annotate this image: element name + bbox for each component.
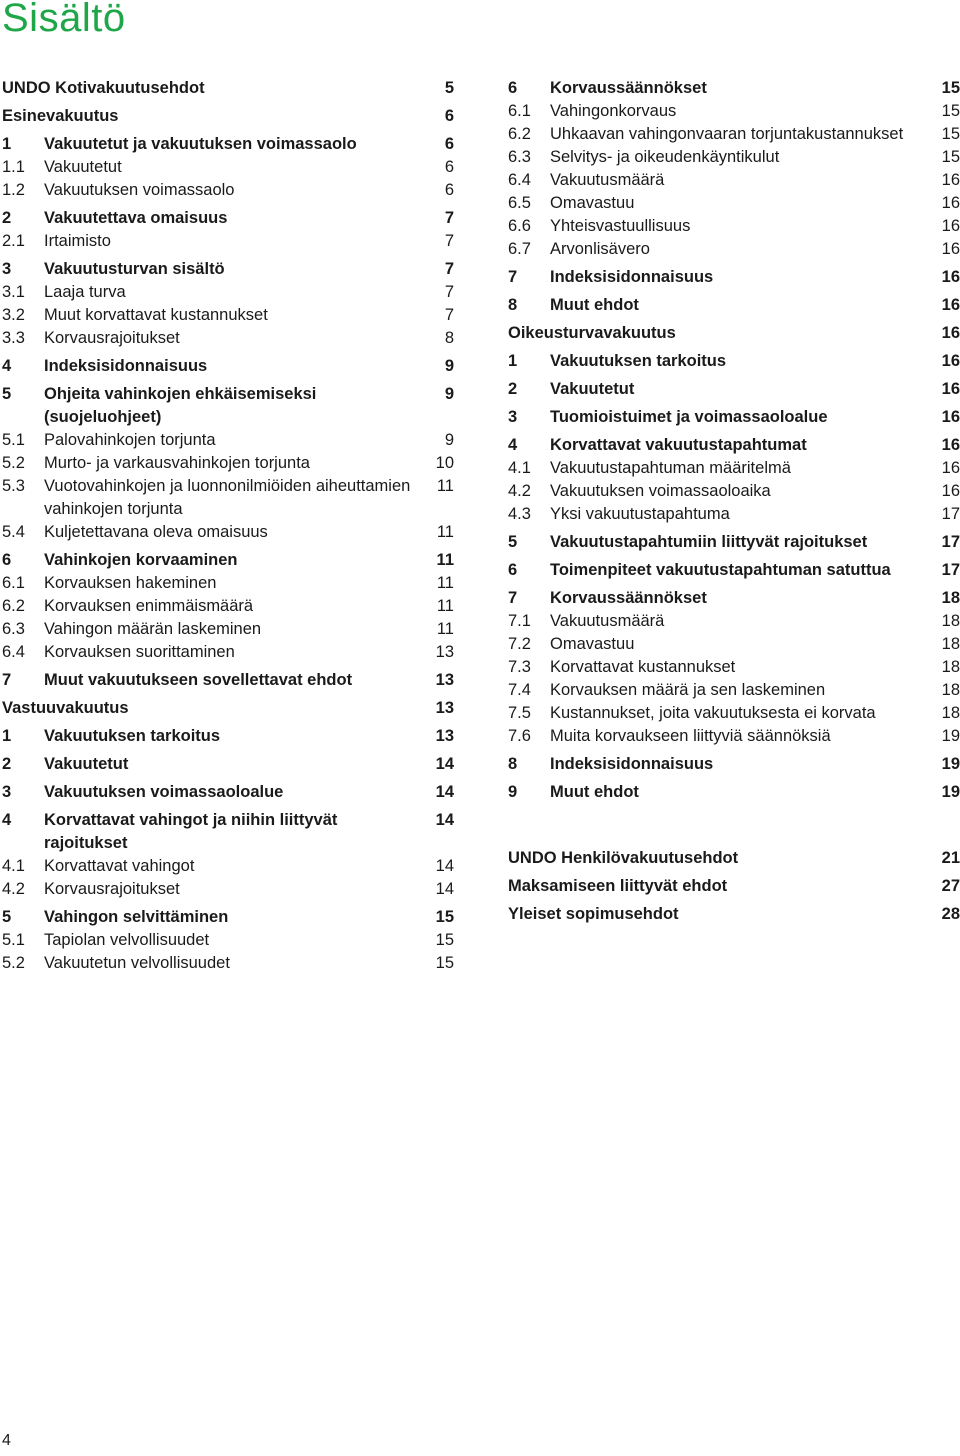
toc-entry-page: 14 (435, 755, 454, 773)
toc-entry-label: Vakuutetut ja vakuutuksen voimassaolo (44, 135, 357, 153)
toc-entry-page: 16 (941, 482, 960, 500)
toc-entry-label: Korvattavat kustannukset (550, 658, 736, 676)
toc-entry[interactable] (508, 656, 960, 679)
toc-entry-number: 7.3 (508, 658, 531, 676)
toc-entry[interactable] (2, 952, 454, 975)
toc-entry-label: Arvonlisävero (550, 240, 650, 258)
toc-entry-page: 18 (941, 612, 960, 630)
toc-entry-label: Korvauksen hakeminen (44, 574, 217, 592)
toc-entry[interactable] (508, 702, 960, 725)
toc-entry[interactable] (2, 595, 454, 618)
toc-entry-label: Vakuutusmäärä (550, 171, 665, 189)
toc-entry[interactable] (2, 929, 454, 952)
toc-entry-number: 6.1 (2, 574, 25, 592)
toc-entry[interactable] (2, 105, 454, 128)
toc-entry[interactable] (508, 781, 960, 804)
toc-entry-number: 6.3 (2, 620, 25, 638)
toc-entry-page: 6 (444, 107, 454, 125)
toc-entry[interactable] (508, 610, 960, 633)
toc-entry-page: 16 (941, 459, 960, 477)
toc-entry[interactable] (508, 192, 960, 215)
toc-entry-page: 9 (444, 357, 454, 375)
toc-entry[interactable] (2, 179, 454, 202)
toc-entry-number: 6.6 (508, 217, 531, 235)
toc-entry-label: Vakuutuksen voimassaoloalue (44, 783, 284, 801)
toc-entry-page: 13 (435, 671, 454, 689)
toc-entry-label: Vakuutettava omaisuus (44, 209, 228, 227)
toc-entry[interactable] (2, 429, 454, 452)
toc-entry[interactable] (2, 572, 454, 595)
toc-entry-label: Kuljetettavana oleva omaisuus (44, 523, 268, 541)
toc-entry-number: 5 (2, 908, 12, 926)
toc-entry-number: 5.2 (2, 454, 25, 472)
toc-entry-number: 8 (508, 755, 518, 773)
toc-entry[interactable] (2, 304, 454, 327)
toc-entry-label: Maksamiseen liittyvät ehdot (508, 877, 728, 895)
toc-entry-page: 14 (435, 880, 454, 898)
toc-entry-page: 16 (941, 296, 960, 314)
toc-entry-page: 9 (444, 431, 454, 449)
toc-entry[interactable] (2, 697, 454, 720)
toc-entry-label: Vakuutetun velvollisuudet (44, 954, 230, 972)
toc-entry[interactable] (508, 559, 960, 582)
toc-entry-page: 16 (941, 352, 960, 370)
toc-entry-label: Vakuutustapahtuman määritelmä (550, 459, 791, 477)
toc-entry[interactable] (508, 238, 960, 261)
toc-entry[interactable] (508, 406, 960, 429)
toc-entry-label: Uhkaavan vahingonvaaran torjuntakustannukset (550, 125, 904, 143)
toc-entry-label: Indeksisidonnaisuus (550, 268, 714, 286)
toc-entry-label: Korvattavat vahingot (44, 857, 195, 875)
toc-entry-page: 6 (444, 181, 454, 199)
toc-entry-number: 6.7 (508, 240, 531, 258)
toc-entry-number: 4.2 (508, 482, 531, 500)
toc-entry-page: 16 (941, 268, 960, 286)
toc-entry-number: 7.1 (508, 612, 531, 630)
toc-entry[interactable] (2, 855, 454, 878)
toc-entry-label: Oikeusturvavakuutus (508, 324, 676, 342)
toc-entry-number: 2 (508, 380, 518, 398)
toc-entry[interactable] (2, 133, 454, 156)
toc-entry-label: Muut ehdot (550, 296, 639, 314)
toc-entry[interactable] (508, 100, 960, 123)
toc-entry-number: 2 (2, 755, 12, 773)
toc-entry-page: 15 (941, 148, 960, 166)
toc-entry-number: 7.4 (508, 681, 531, 699)
toc-entry-number: 7 (2, 671, 12, 689)
toc-entry-number: 5 (2, 385, 12, 403)
toc-entry-label: Korvausrajoitukset (44, 329, 180, 347)
toc-entry-page: 15 (435, 908, 454, 926)
toc-entry-page: 8 (444, 329, 454, 347)
toc-entry-label: Esinevakuutus (2, 107, 119, 125)
toc-entry-number: 4.2 (2, 880, 25, 898)
toc-entry-page: 14 (435, 857, 454, 875)
toc-entry-page: 7 (444, 209, 454, 227)
toc-entry[interactable] (2, 258, 454, 281)
toc-entry-page: 16 (941, 171, 960, 189)
toc-entry-label: Selvitys- ja oikeudenkäyntikulut (550, 148, 780, 166)
toc-entry-label: Vahinkojen korvaaminen (44, 551, 238, 569)
toc-entry-label: Korvattavat vakuutustapahtumat (550, 436, 807, 454)
toc-entry[interactable] (508, 378, 960, 401)
toc-entry[interactable] (508, 587, 960, 610)
toc-entry-page: 16 (941, 240, 960, 258)
toc-entry-label: Tuomioistuimet ja voimassaoloalue (550, 408, 828, 426)
toc-entry-page: 16 (941, 194, 960, 212)
toc-entry-label: Yksi vakuutustapahtuma (550, 505, 730, 523)
toc-entry[interactable] (2, 355, 454, 378)
toc-entry[interactable] (2, 669, 454, 692)
toc-right-column (508, 72, 960, 926)
toc-entry-page: 28 (941, 905, 960, 923)
toc-entry-number: 6.1 (508, 102, 531, 120)
toc-entry-page: 13 (435, 699, 454, 717)
toc-entry[interactable] (508, 875, 960, 898)
toc-entry-page: 7 (444, 232, 454, 250)
toc-entry-label: Ohjeita vahinkojen ehkäisemiseksi (suojeluohjeet) (44, 385, 317, 426)
toc-entry-page: 21 (941, 849, 960, 867)
toc-entry-number: 3.3 (2, 329, 25, 347)
toc-entry-number: 7 (508, 268, 518, 286)
toc-entry[interactable] (2, 725, 454, 748)
toc-entry[interactable] (2, 549, 454, 572)
toc-entry[interactable] (2, 618, 454, 641)
toc-entry-page: 17 (941, 533, 960, 551)
toc-entry-label: Indeksisidonnaisuus (44, 357, 208, 375)
toc-entry-number: 4 (508, 436, 518, 454)
toc-entry-label: Vakuutuksen tarkoitus (550, 352, 727, 370)
toc-entry[interactable] (2, 781, 454, 804)
toc-entry-number: 4.1 (2, 857, 25, 875)
toc-entry[interactable] (508, 633, 960, 656)
toc-entry-number: 3.2 (2, 306, 25, 324)
toc-entry-label: Muut korvattavat kustannukset (44, 306, 268, 324)
toc-entry[interactable] (2, 878, 454, 901)
toc-entry-page: 13 (435, 727, 454, 745)
toc-entry-page: 15 (941, 79, 960, 97)
toc-entry-label: UNDO Kotivakuutusehdot (2, 79, 205, 97)
toc-entry[interactable] (2, 906, 454, 929)
toc-entry[interactable] (2, 521, 454, 544)
toc-entry-number: 5.1 (2, 431, 25, 449)
toc-entry-page: 15 (435, 931, 454, 949)
toc-entry-number: 1 (2, 135, 12, 153)
toc-entry-number: 5.3 (2, 477, 25, 495)
toc-entry-label: Palovahinkojen torjunta (44, 431, 216, 449)
toc-entry-number: 4 (2, 811, 12, 829)
toc-entry-number: 2.1 (2, 232, 25, 250)
toc-entry[interactable] (2, 809, 454, 855)
toc-entry-label: Korvausrajoitukset (44, 880, 180, 898)
toc-entry-number: 7.5 (508, 704, 531, 722)
toc-entry[interactable] (508, 903, 960, 926)
toc-entry-label: Vakuutusmäärä (550, 612, 665, 630)
toc-entry-number: 3 (508, 408, 518, 426)
toc-entry-label: Irtaimisto (44, 232, 111, 250)
toc-entry-page: 16 (941, 324, 960, 342)
toc-entry-page: 19 (941, 783, 960, 801)
toc-entry[interactable] (508, 847, 960, 870)
toc-entry-page: 6 (444, 158, 454, 176)
toc-entry[interactable] (508, 266, 960, 289)
toc-entry-label: Vuotovahinkojen ja luonnonilmiöiden aiheuttamien vahinkojen torjunta (44, 477, 411, 518)
toc-entry-page: 13 (435, 643, 454, 661)
toc-entry[interactable] (508, 753, 960, 776)
toc-entry-number: 7.2 (508, 635, 531, 653)
toc-entry[interactable] (508, 77, 960, 100)
toc-entry[interactable] (508, 679, 960, 702)
page-number: 4 (2, 1432, 11, 1449)
toc-entry-number: 2 (2, 209, 12, 227)
toc-entry-page: 16 (941, 408, 960, 426)
toc-entry-number: 1.1 (2, 158, 25, 176)
toc-entry-number: 3 (2, 783, 12, 801)
toc-entry[interactable] (2, 383, 454, 429)
toc-entry-number: 8 (508, 296, 518, 314)
toc-entry-page: 14 (435, 783, 454, 801)
page-title: Sisältö (2, 0, 126, 40)
toc-entry[interactable] (2, 230, 454, 253)
toc-entry-number: 6.4 (508, 171, 531, 189)
toc-entry-number: 5.1 (2, 931, 25, 949)
toc-entry-number: 5.2 (2, 954, 25, 972)
toc-entry-label: Vakuutuksen voimassaoloaika (550, 482, 771, 500)
toc-entry-label: Yleiset sopimusehdot (508, 905, 679, 923)
toc-entry-label: Omavastuu (550, 635, 635, 653)
toc-gap (508, 804, 960, 842)
toc-entry-page: 10 (435, 454, 454, 472)
toc-entry-page: 19 (941, 727, 960, 745)
toc-entry-number: 9 (508, 783, 518, 801)
toc-entry-label: Vakuutetut (44, 158, 122, 176)
toc-entry-number: 6.4 (2, 643, 25, 661)
toc-entry-page: 9 (444, 385, 454, 403)
toc-entry-label: Vahingon selvittäminen (44, 908, 229, 926)
toc-entry-number: 5.4 (2, 523, 25, 541)
toc-entry[interactable] (508, 322, 960, 345)
toc-entry-page: 17 (941, 561, 960, 579)
toc-entry-label: Muut ehdot (550, 783, 639, 801)
toc-entry-label: Korvauksen määrä ja sen laskeminen (550, 681, 826, 699)
toc-entry-label: UNDO Henkilövakuutusehdot (508, 849, 739, 867)
toc-entry[interactable] (508, 725, 960, 748)
toc-entry-page: 18 (941, 635, 960, 653)
toc-entry-number: 6 (2, 551, 12, 569)
toc-entry[interactable] (508, 294, 960, 317)
toc-entry-page: 18 (941, 589, 960, 607)
toc-entry-page: 11 (436, 574, 454, 592)
toc-entry-label: Vakuutusturvan sisältö (44, 260, 225, 278)
toc-entry-label: Vakuutetut (44, 755, 129, 773)
toc-entry-page: 5 (444, 79, 454, 97)
toc-entry[interactable] (2, 641, 454, 664)
toc-entry-page: 11 (436, 523, 454, 541)
toc-entry-number: 4.1 (508, 459, 531, 477)
toc-entry-page: 16 (941, 436, 960, 454)
toc-entry-number: 1.2 (2, 181, 25, 199)
toc-entry-label: Korvauksen enimmäismäärä (44, 597, 254, 615)
toc-entry[interactable] (508, 169, 960, 192)
toc-entry-label: Tapiolan velvollisuudet (44, 931, 210, 949)
toc-entry-label: Murto- ja varkausvahinkojen torjunta (44, 454, 310, 472)
toc-entry-page: 11 (436, 551, 454, 569)
toc-entry[interactable] (2, 281, 454, 304)
toc-entry-page: 15 (941, 125, 960, 143)
toc-entry-page: 14 (435, 811, 454, 829)
toc-entry-label: Yhteisvastuullisuus (550, 217, 691, 235)
toc-entry-page: 11 (436, 620, 454, 638)
toc-entry-label: Muut vakuutukseen sovellettavat ehdot (44, 671, 353, 689)
toc-entry-page: 7 (444, 260, 454, 278)
toc-entry-page: 7 (444, 306, 454, 324)
toc-entry-page: 7 (444, 283, 454, 301)
toc-entry-page: 18 (941, 681, 960, 699)
toc-entry-number: 1 (508, 352, 518, 370)
toc-entry-label: Vakuutetut (550, 380, 635, 398)
toc-entry-number: 6.2 (2, 597, 25, 615)
toc-entry-page: 18 (941, 704, 960, 722)
toc-entry-number: 7.6 (508, 727, 531, 745)
toc-entry-number: 6.5 (508, 194, 531, 212)
toc-entry-page: 15 (941, 102, 960, 120)
toc-entry-number: 6.2 (508, 125, 531, 143)
toc-entry[interactable] (508, 434, 960, 457)
toc-entry[interactable] (2, 77, 454, 100)
toc-entry[interactable] (2, 753, 454, 776)
toc-entry-label: Korvattavat vahingot ja niihin liittyvät rajoitukset (44, 811, 338, 852)
toc-entry-label: Korvauksen suorittaminen (44, 643, 235, 661)
toc-entry-label: Vastuuvakuutus (2, 699, 129, 717)
toc-entry-number: 1 (2, 727, 12, 745)
toc-entry-label: Omavastuu (550, 194, 635, 212)
toc-entry[interactable] (508, 215, 960, 238)
toc-entry-page: 16 (941, 217, 960, 235)
toc-entry[interactable] (2, 207, 454, 230)
toc-entry[interactable] (508, 480, 960, 503)
toc-entry-number: 4.3 (508, 505, 531, 523)
toc-entry-number: 7 (508, 589, 518, 607)
toc-entry[interactable] (508, 503, 960, 526)
toc-entry-number: 5 (508, 533, 518, 551)
toc-entry-number: 6 (508, 561, 518, 579)
toc-entry[interactable] (2, 452, 454, 475)
toc-entry-label: Indeksisidonnaisuus (550, 755, 714, 773)
toc-entry[interactable] (2, 156, 454, 179)
toc-entry-label: Korvaussäännökset (550, 589, 707, 607)
toc-entry[interactable] (508, 531, 960, 554)
toc-entry-page: 11 (436, 597, 454, 615)
toc-entry-number: 6.3 (508, 148, 531, 166)
toc-entry[interactable] (2, 327, 454, 350)
toc-entry-page: 27 (941, 877, 960, 895)
toc-entry[interactable] (508, 146, 960, 169)
toc-entry-label: Kustannukset, joita vakuutuksesta ei korvata (550, 704, 876, 722)
toc-entry-label: Vakuutuksen voimassaolo (44, 181, 235, 199)
toc-entry-label: Vahingon määrän laskeminen (44, 620, 262, 638)
toc-entry-label: Vakuutustapahtumiin liittyvät rajoitukset (550, 533, 868, 551)
toc-entry-page: 17 (941, 505, 960, 523)
toc-entry-label: Laaja turva (44, 283, 126, 301)
toc-entry-label: Korvaussäännökset (550, 79, 707, 97)
toc-entry-number: 6 (508, 79, 518, 97)
toc-entry[interactable] (2, 475, 454, 521)
toc-entry-page: 6 (444, 135, 454, 153)
toc-entry-number: 3 (2, 260, 12, 278)
toc-entry-number: 3.1 (2, 283, 25, 301)
toc-entry-page: 19 (941, 755, 960, 773)
toc-entry-label: Vahingonkorvaus (550, 102, 677, 120)
toc-entry[interactable] (508, 350, 960, 373)
toc-entry-page: 11 (436, 477, 454, 495)
toc-entry-page: 16 (941, 380, 960, 398)
toc-entry-label: Vakuutuksen tarkoitus (44, 727, 221, 745)
toc-entry-label: Muita korvaukseen liittyviä säännöksiä (550, 727, 831, 745)
toc-entry-label: Toimenpiteet vakuutustapahtuman satuttua (550, 561, 891, 579)
toc-entry-page: 18 (941, 658, 960, 676)
toc-entry[interactable] (508, 457, 960, 480)
toc-entry-number: 4 (2, 357, 12, 375)
toc-entry[interactable] (508, 123, 960, 146)
toc-left-column (2, 72, 454, 975)
toc-entry-page: 15 (435, 954, 454, 972)
